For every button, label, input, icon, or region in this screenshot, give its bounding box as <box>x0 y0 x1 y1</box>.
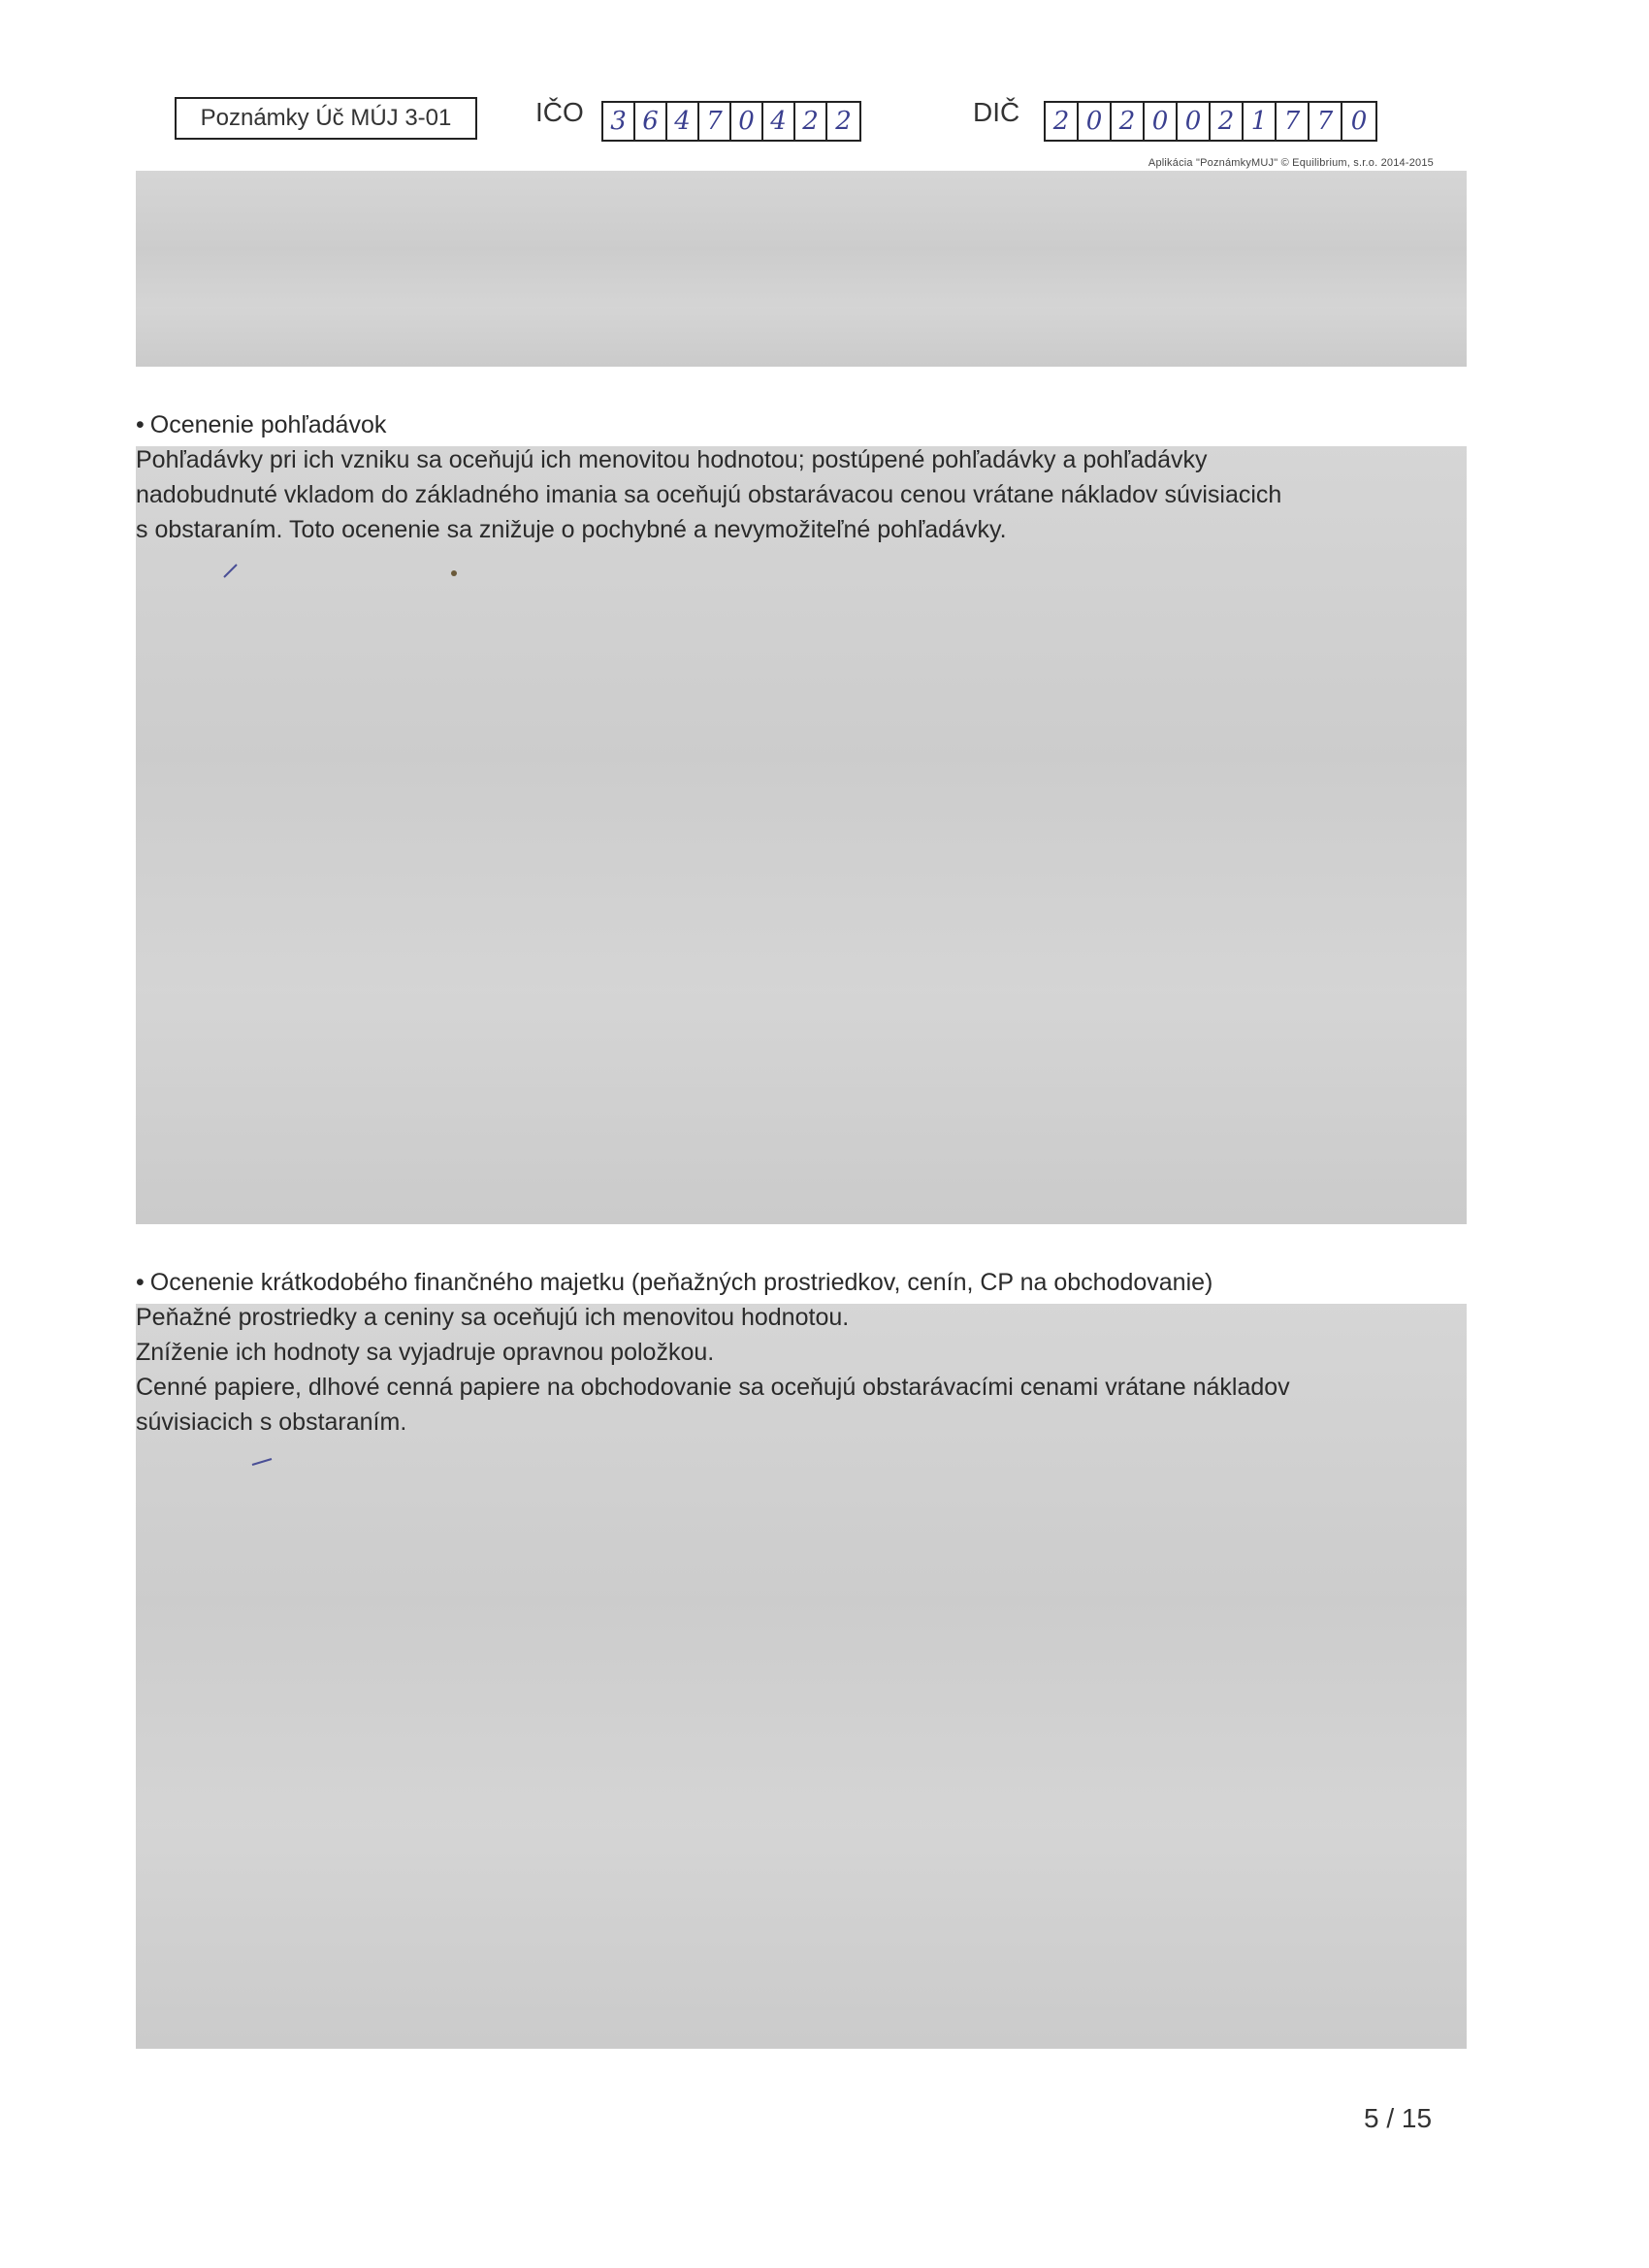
section-heading-text: Ocenenie pohľadávok <box>149 411 387 438</box>
section-text-line: Cenné papiere, dlhové cenná papiere na obchodovanie sa oceňujú obstarávacími cenami vrátane nákladov <box>136 1374 1290 1401</box>
dic-digit: 0 <box>1145 103 1178 140</box>
dic-digit: 0 <box>1350 107 1368 136</box>
section-receivables <box>136 407 1467 547</box>
section-text-line: Pohľadávky pri ich vzniku sa oceňujú ich menovitou hodnotou; postúpené pohľadávky a pohľadávky <box>136 446 1208 473</box>
page-number: 5 / 15 <box>1364 2103 1433 2133</box>
form-code-box: Poznámky Úč MÚJ 3-01 <box>175 97 477 140</box>
dic-label: DIČ <box>973 97 1020 127</box>
ico-digit: 2 <box>795 103 827 140</box>
ico-digit: 0 <box>731 103 763 140</box>
dic-digit: 2 <box>1046 103 1079 140</box>
section-text-line: nadobudnuté vkladom do základného imania sa oceňujú obstarávacou cenou vrátane nákladov súvisiacich <box>136 481 1282 508</box>
ico-digit: 3 <box>603 103 635 140</box>
dic-digit: 7 <box>1310 103 1342 140</box>
section-text-line: Zníženie ich hodnoty sa vyjadruje opravnou položkou. <box>136 1339 715 1366</box>
bullet-icon: • <box>136 1269 145 1296</box>
ico-digit: 4 <box>763 103 795 140</box>
section-text-line: súvisiacich s obstaraním. <box>136 1409 407 1436</box>
shaded-text-field-receivables <box>136 446 1467 1224</box>
app-credit: Aplikácia "PoznámkyMUJ" © Equilibrium, s.r.o. 2014-2015 <box>1148 157 1434 169</box>
ico-digit: 6 <box>635 103 667 140</box>
section-heading <box>136 1265 1467 1300</box>
dic-digit: 2 <box>1211 103 1244 140</box>
ico-label: IČO <box>535 97 584 127</box>
section-heading <box>136 407 1467 442</box>
section-text-line: s obstaraním. Toto ocenenie sa znižuje o pochybné a nevymožiteľné pohľadávky. <box>136 516 1007 543</box>
dic-digit: 2 <box>1112 103 1145 140</box>
dic-digit: 7 <box>1277 103 1310 140</box>
shaded-text-field-top <box>136 171 1467 367</box>
dic-digit-boxes <box>1044 101 1377 142</box>
dic-digit: 0 <box>1178 103 1211 140</box>
ico-digit: 2 <box>835 107 852 136</box>
section-heading-text: Ocenenie krátkodobého finančného majetku (peňažných prostriedkov, cenín, CP na obchodovanie) <box>149 1269 1213 1296</box>
dic-digit: 0 <box>1079 103 1112 140</box>
dic-digit: 1 <box>1244 103 1277 140</box>
ico-digit: 4 <box>667 103 699 140</box>
ink-spot-mark <box>449 567 459 580</box>
section-financial-assets <box>136 1265 1467 1440</box>
pen-tick-mark <box>221 561 241 580</box>
bullet-icon: • <box>136 411 145 438</box>
ico-digit-boxes <box>601 101 861 142</box>
pen-dash-mark <box>250 1455 275 1469</box>
section-text-line: Peňažné prostriedky a ceniny sa oceňujú ich menovitou hodnotou. <box>136 1304 850 1331</box>
ico-digit: 7 <box>699 103 731 140</box>
